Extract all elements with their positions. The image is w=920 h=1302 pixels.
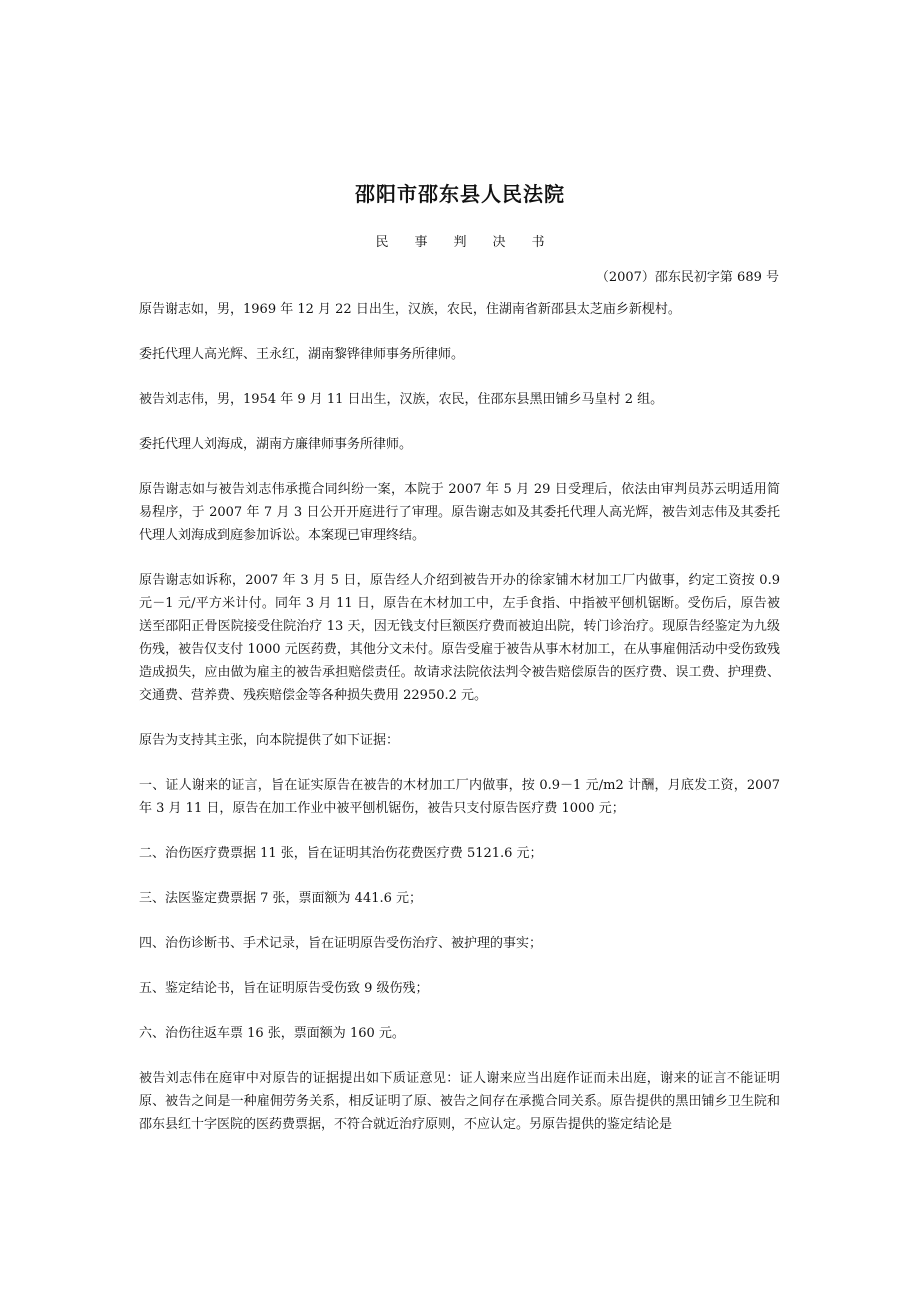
case-number: （2007）邵东民初字第 689 号 — [595, 270, 779, 285]
paragraph-evidence-3: 三、法医鉴定费票据 7 张，票面额为 441.6 元； — [139, 891, 423, 906]
court-title: 邵阳市邵东县人民法院 — [355, 182, 565, 206]
document-type-heading: 民 事 判 决 书 — [375, 235, 545, 250]
paragraph-defendant: 被告刘志伟，男，1954 年 9 月 11 日出生，汉族，农民，住邵东县黑田铺乡马皇村 2 组。 — [139, 392, 664, 407]
paragraph-evidence-6: 六、治伤往返车票 16 张，票面额为 160 元。 — [139, 1026, 405, 1041]
paragraph-evidence-2: 二、治伤医疗费票据 11 张，旨在证明其治伤花费医疗费 5121.6 元； — [139, 846, 543, 861]
paragraph-evidence-5: 五、鉴定结论书，旨在证明原告受伤致 9 级伤残； — [139, 981, 429, 996]
paragraph-plaintiff: 原告谢志如，男，1969 年 12 月 22 日出生，汉族，农民，住湖南省新邵县太芝庙乡新枧村。 — [139, 302, 681, 317]
paragraph-defendant-cross-exam: 被告刘志伟在庭审中对原告的证据提出如下质证意见：证人谢来应当出庭作证而未出庭，谢来的证言不能证明原、被告之间是一种雇佣劳务关系，相反证明了原、被告之间存在承揽合同关系。原告提供的黑田铺乡卫生院和邵东县红十字医院的医药费票据，不符合就近治疗原则，不应认定。另原告提供的鉴定结论是 — [139, 1071, 780, 1132]
paragraph-plaintiff-claims: 原告谢志如诉称，2007 年 3 月 5 日，原告经人介绍到被告开办的徐家铺木材加工厂内做事，约定工资按 0.9 元－1 元/平方米计付。同年 3 月 11 日，原告在木材加工中，左手食指、中指被平刨机锯断。受伤后，原告被送至邵阳正骨医院接受住院治疗 13 天，因无钱支付巨额医疗费而被迫出院，转门诊治疗。现原告经鉴定为九级伤残，被告仅支付 1000 元医药费，其他分文未付。原告受雇于被告从事木材加工，在从事雇佣活动中受伤致残造成损失，应由做为雇主的被告承担赔偿责任。故请求法院依法判令被告赔偿原告的医疗费、误工费、护理费、交通费、营养费、残疾赔偿金等各种损失费用 22950.2 元。 — [139, 573, 780, 703]
paragraph-defendant-agent: 委托代理人刘海成，湖南方廉律师事务所律师。 — [139, 437, 413, 452]
paragraph-evidence-4: 四、治伤诊断书、手术记录，旨在证明原告受伤治疗、被护理的事实； — [139, 936, 543, 951]
paragraph-plaintiff-agent: 委托代理人高光辉、王永红，湖南黎铧律师事务所律师。 — [139, 347, 465, 362]
paragraph-evidence-1: 一、证人谢来的证言，旨在证实原告在被告的木材加工厂内做事，按 0.9－1 元/m2 计酬，月底发工资，2007 年 3 月 11 日，原告在加工作业中被平刨机锯伤，被告只支付原告医疗费 1000 元； — [139, 778, 780, 816]
paragraph-evidence-intro: 原告为支持其主张，向本院提供了如下证据： — [139, 733, 400, 748]
judgment-body — [139, 298, 780, 1158]
paragraph-case-summary: 原告谢志如与被告刘志伟承揽合同纠纷一案，本院于 2007 年 5 月 29 日受理后，依法由审判员苏云明适用简易程序，于 2007 年 7 月 3 日公开开庭进行了审理。原告谢志如及其委托代理人高光辉，被告刘志伟及其委托代理人刘海成到庭参加诉讼。本案现已审理终结。 — [139, 482, 780, 543]
